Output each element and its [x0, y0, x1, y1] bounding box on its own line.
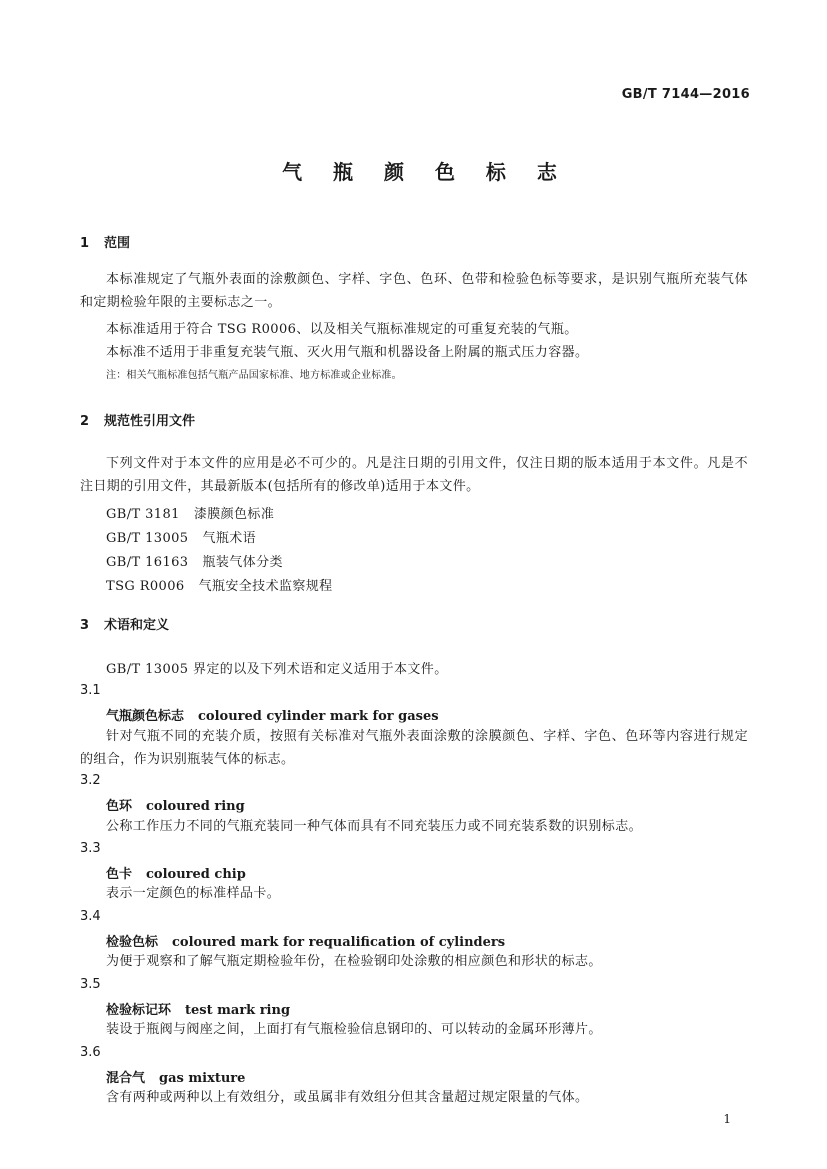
- term-en: test mark ring: [185, 1003, 291, 1018]
- reference-code: TSG R0006: [106, 579, 185, 594]
- term-en: coloured mark for requalification of cylinders: [172, 935, 506, 950]
- term-en: coloured cylinder mark for gases: [198, 709, 439, 724]
- reference-title: 气瓶术语: [202, 531, 257, 546]
- clause-number: 3.6: [80, 1045, 101, 1060]
- term-definition: 装设于瓶阀与阀座之间，上面打有气瓶检验信息钢印的、可以转动的金属环形薄片。: [106, 1022, 602, 1037]
- section-1-note: 注：相关气瓶标准包括气瓶产品国家标准、地方标准或企业标准。: [106, 370, 402, 381]
- term-definition: 表示一定颜色的标准样品卡。: [106, 886, 281, 901]
- reference-item: [106, 551, 283, 570]
- clause-number: 3.5: [80, 977, 101, 992]
- term-en: coloured ring: [146, 799, 245, 814]
- term-zh: 检验色标: [106, 935, 159, 950]
- section-1-paragraph-2: 本标准适用于符合 TSG R0006、以及相关气瓶标准规定的可重复充装的气瓶。: [106, 322, 578, 337]
- clause-number: 3.2: [80, 773, 101, 788]
- reference-title: 漆膜颜色标准: [193, 507, 275, 522]
- term-en: gas mixture: [159, 1071, 246, 1086]
- term-heading: [106, 863, 246, 882]
- document-title: 气 瓶 颜 色 标 志: [282, 160, 569, 184]
- reference-code: GB/T 3181: [106, 507, 180, 522]
- section-title: 规范性引用文件: [104, 414, 196, 429]
- section-title: 术语和定义: [104, 618, 170, 633]
- term-definition: 含有两种或两种以上有效组分，或虽属非有效组分但其含量超过规定限量的气体。: [106, 1090, 589, 1105]
- standard-code: GB/T 7144—2016: [621, 87, 750, 102]
- clause-number: 3.1: [80, 683, 101, 698]
- term-definition: 公称工作压力不同的气瓶充装同一种气体而具有不同充装压力或不同充装系数的识别标志。: [106, 819, 643, 834]
- section-1-heading: [80, 232, 130, 251]
- section-number: 2: [80, 414, 90, 429]
- reference-item: [106, 527, 256, 546]
- reference-item: [106, 575, 333, 594]
- term-heading: [106, 931, 505, 950]
- term-en: coloured chip: [146, 867, 246, 882]
- section-2-heading: [80, 410, 195, 429]
- reference-code: GB/T 13005: [106, 531, 189, 546]
- term-heading: [106, 705, 439, 724]
- term-zh: 检验标记环: [106, 1003, 172, 1018]
- term-zh: 色卡: [106, 867, 133, 882]
- term-heading: [106, 999, 290, 1018]
- section-number: 3: [80, 618, 90, 633]
- reference-item: [106, 503, 274, 522]
- section-3-intro: GB/T 13005 界定的以及下列术语和定义适用于本文件。: [106, 662, 448, 677]
- reference-title: 气瓶安全技术监察规程: [198, 579, 333, 594]
- section-1-paragraph-1: 本标准规定了气瓶外表面的涂敷颜色、字样、字色、色环、色带和检验色标等要求，是识别气瓶所充装气体和定期检验年限的主要标志之一。: [80, 272, 748, 310]
- term-heading: [106, 795, 245, 814]
- section-number: 1: [80, 236, 90, 251]
- term-definition: 为便于观察和了解气瓶定期检验年份，在检验钢印处涂敷的相应颜色和形状的标志。: [106, 954, 602, 969]
- term-zh: 气瓶颜色标志: [106, 709, 185, 724]
- page-number: 1: [723, 1112, 731, 1126]
- section-title: 范围: [104, 236, 131, 251]
- reference-title: 瓶装气体分类: [202, 555, 283, 570]
- section-1-paragraph-3: 本标准不适用于非重复充装气瓶、灭火用气瓶和机器设备上附属的瓶式压力容器。: [106, 345, 589, 360]
- term-zh: 混合气: [106, 1071, 146, 1086]
- term-zh: 色环: [106, 799, 133, 814]
- clause-number: 3.3: [80, 841, 101, 856]
- term-heading: [106, 1067, 245, 1086]
- section-2-paragraph-1: 下列文件对于本文件的应用是必不可少的。凡是注日期的引用文件，仅注日期的版本适用于本文件。凡是不注日期的引用文件，其最新版本(包括所有的修改单)适用于本文件。: [80, 456, 748, 494]
- term-definition: 针对气瓶不同的充装介质，按照有关标准对气瓶外表面涂敷的涂膜颜色、字样、字色、色环等内容进行规定的组合，作为识别瓶装气体的标志。: [80, 729, 748, 767]
- section-3-heading: [80, 614, 169, 633]
- reference-code: GB/T 16163: [106, 555, 189, 570]
- clause-number: 3.4: [80, 909, 101, 924]
